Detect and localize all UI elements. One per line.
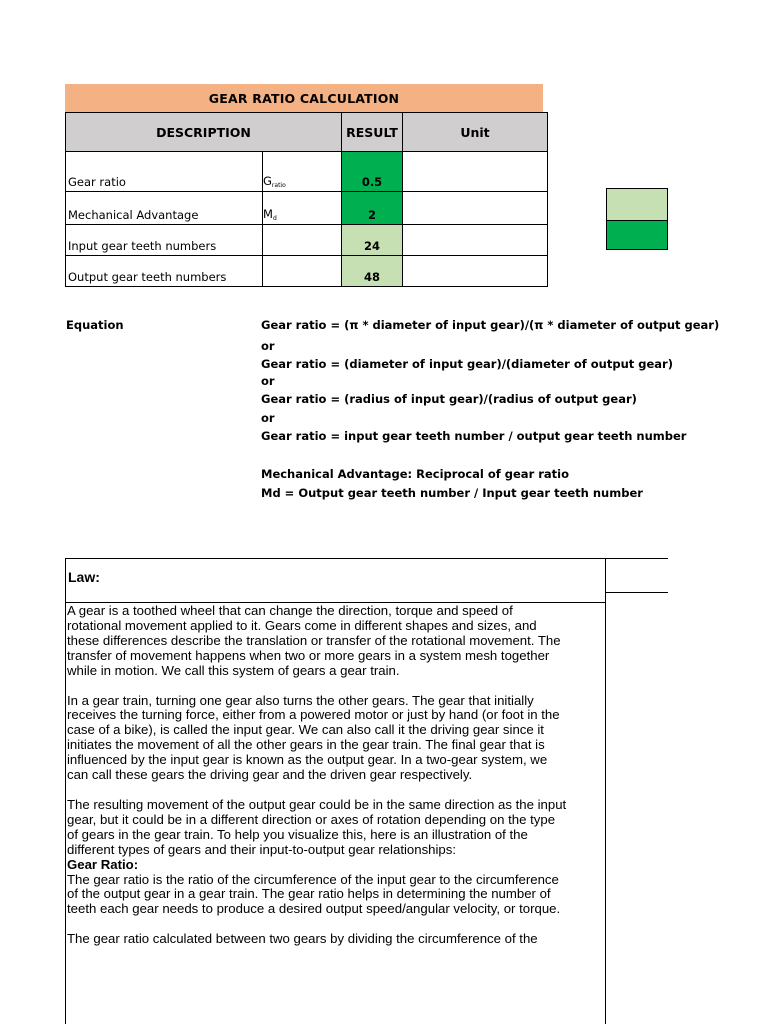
symbol-sub: d — [272, 215, 277, 222]
equation-line: Gear ratio = (π * diameter of input gear)/(π * diameter of output gear) — [261, 318, 720, 332]
law-heading: Law: — [66, 559, 605, 603]
law-paragraph: The gear ratio calculated between two gears by dividing the circumference of the — [67, 931, 538, 947]
side-column — [606, 558, 668, 1024]
equation-line: or — [261, 374, 275, 388]
legend-input-color[interactable] — [606, 188, 668, 221]
row-symbol[interactable] — [263, 192, 342, 225]
legend-output-color[interactable] — [606, 221, 668, 250]
result-header: RESULT — [342, 113, 403, 152]
row-symbol[interactable] — [263, 225, 342, 256]
law-body — [66, 603, 605, 947]
sheet-title: GEAR RATIO CALCULATION — [65, 84, 543, 112]
row-symbol[interactable] — [263, 152, 342, 192]
row-symbol[interactable] — [263, 256, 342, 287]
symbol-main: G — [263, 174, 272, 188]
equation-line: Gear ratio = input gear teeth number / output gear teeth number — [261, 429, 687, 443]
symbol-sub: ratio — [271, 182, 286, 189]
row-result[interactable]: 0.5 — [342, 152, 403, 192]
law-paragraph: The gear ratio is the ratio of the circumference of the input gear to the circumference of the output gear in a gear train. The gear ratio helps in determining the number of teeth each gear needs to produce a desired output speed/angular velocity, or torque. — [67, 871, 561, 917]
row-description[interactable]: Input gear teeth numbers — [66, 225, 263, 256]
calculation-table — [65, 112, 548, 287]
row-unit[interactable] — [403, 192, 548, 225]
description-header: DESCRIPTION — [66, 113, 342, 152]
header-row — [66, 113, 548, 152]
row-result[interactable]: 24 — [342, 225, 403, 256]
law-paragraph: A gear is a toothed wheel that can change the direction, torque and speed of rotational movement applied to it. Gears come in different shapes and sizes, and these differences describe the translation or transfer of the rotational movement. The transfer of movement happens when two or more gears in a system mesh together while in motion. We call this system of gears a gear train. — [67, 603, 561, 678]
table-row — [66, 225, 548, 256]
table-row — [66, 256, 548, 287]
row-unit[interactable] — [403, 152, 548, 192]
table-row — [66, 192, 548, 225]
equation-line: Mechanical Advantage: Reciprocal of gear ratio — [261, 467, 570, 481]
row-description[interactable]: Gear ratio — [66, 152, 263, 192]
equation-line: Md = Output gear teeth number / Input gear teeth number — [261, 486, 643, 500]
equation-label: Equation — [66, 318, 124, 332]
row-unit[interactable] — [403, 225, 548, 256]
row-result[interactable]: 48 — [342, 256, 403, 287]
equation-line: Gear ratio = (diameter of input gear)/(diameter of output gear) — [261, 357, 673, 371]
equation-line: or — [261, 411, 275, 425]
unit-header: Unit — [403, 113, 548, 152]
row-result[interactable]: 2 — [342, 192, 403, 225]
equation-line: or — [261, 339, 275, 353]
law-paragraph: In a gear train, turning one gear also turns the other gears. The gear that initially receives the turning force, either from a powered motor or just by hand (or foot in the case of a bike), is called the input gear. We can also call it the driving gear since it initiates the movement of all the other gears in the gear train. The final gear that is influenced by the input gear is known as the output gear. In a two-gear system, we can call these gears the driving gear and the driven gear respectively. — [67, 692, 560, 783]
gear-ratio-subheading: Gear Ratio: — [67, 856, 139, 872]
law-paragraph: The resulting movement of the output gear could be in the same direction as the input gear, but it could be in a different direction or axes of rotation depending on the type of gears in the gear train. To help you visualize this, here is an illustration of the different types of gears and their input-to-output gear relationships: — [67, 796, 567, 857]
symbol-main: M — [263, 207, 273, 221]
row-unit[interactable] — [403, 256, 548, 287]
table-row — [66, 152, 548, 192]
row-description[interactable]: Mechanical Advantage — [66, 192, 263, 225]
equation-line: Gear ratio = (radius of input gear)/(radius of output gear) — [261, 392, 637, 406]
law-section — [65, 558, 606, 1024]
row-description[interactable]: Output gear teeth numbers — [66, 256, 263, 287]
